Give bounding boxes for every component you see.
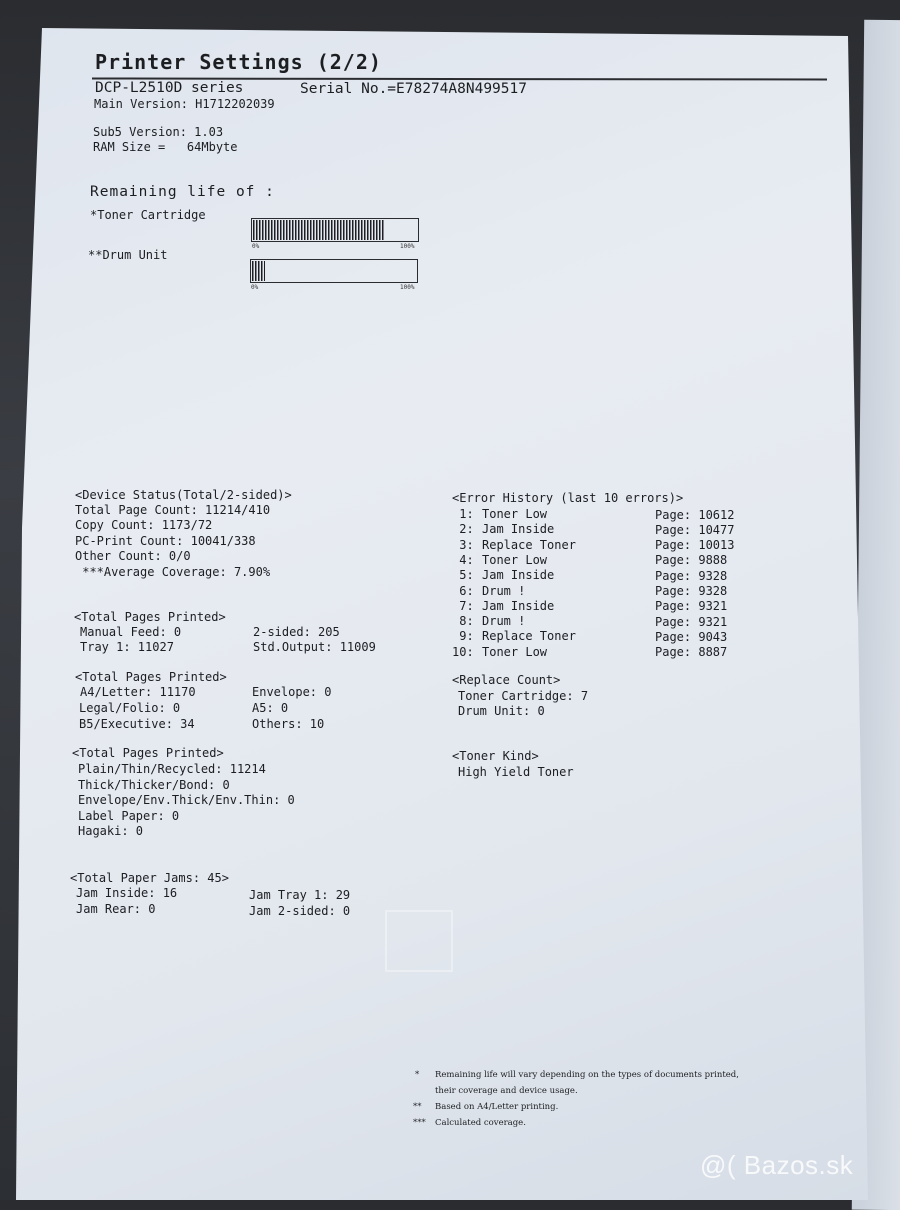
media-line: Thick/Thicker/Bond: 0 xyxy=(78,778,230,792)
error-type: Jam Inside xyxy=(482,568,555,583)
drum-scale-max: 100% xyxy=(400,284,415,291)
pages-size-heading: <Total Pages Printed> xyxy=(75,670,227,684)
error-number: 1: xyxy=(452,507,474,521)
error-number: 6: xyxy=(452,583,474,598)
sub5-version: Sub5 Version: 1.03 xyxy=(93,125,224,139)
error-page: Page: 10013 xyxy=(655,538,735,553)
device-status-line: PC-Print Count: 10041/338 xyxy=(75,534,256,548)
serial-number: Serial No.=E78274A8N499517 xyxy=(300,81,527,97)
device-status-line: Copy Count: 1173/72 xyxy=(75,518,213,532)
error-number: 5: xyxy=(452,568,474,583)
toner-life-fill xyxy=(253,220,384,240)
remaining-life-heading: Remaining life of : xyxy=(90,184,275,200)
toner-scale-max: 100% xyxy=(400,243,415,250)
error-number: 3: xyxy=(452,537,474,552)
media-line: Plain/Thin/Recycled: 11214 xyxy=(78,762,266,776)
error-number: 9: xyxy=(452,629,474,644)
error-number: 4: xyxy=(452,552,474,567)
toner-scale-min: 0% xyxy=(252,243,260,250)
error-type: Drum ! xyxy=(482,614,526,629)
footnote-mark: *** xyxy=(413,1118,426,1128)
ram-size: RAM Size = 64Mbyte xyxy=(93,140,238,154)
error-page: Page: 9328 xyxy=(655,584,728,598)
toner-life-bar xyxy=(251,218,419,242)
error-number: 8: xyxy=(452,614,474,629)
two-sided: 2-sided: 205 xyxy=(253,625,340,639)
jam-rear: Jam Rear: 0 xyxy=(76,902,156,916)
jam-2-sided: Jam 2-sided: 0 xyxy=(249,904,351,918)
footnote-mark: ** xyxy=(413,1102,422,1112)
footnote-text: their coverage and device usage. xyxy=(435,1086,578,1096)
device-status-line: Other Count: 0/0 xyxy=(75,549,191,563)
replace-count-heading: <Replace Count> xyxy=(452,673,561,687)
model-name: DCP-L2510D series xyxy=(95,80,244,96)
error-page: Page: 8887 xyxy=(655,645,728,660)
footnote-text: Remaining life will vary depending on the types of documents printed, xyxy=(435,1070,739,1080)
footnote-mark: * xyxy=(415,1070,420,1080)
error-number: 10: xyxy=(452,644,474,659)
error-number: 7: xyxy=(452,598,474,613)
error-page: Page: 9321 xyxy=(655,599,728,614)
error-type: Jam Inside xyxy=(482,522,555,537)
toner-replace-count: Toner Cartridge: 7 xyxy=(458,689,589,703)
error-type: Replace Toner xyxy=(482,629,576,644)
jam-tray-1: Jam Tray 1: 29 xyxy=(249,888,351,902)
a4-letter: A4/Letter: 11170 xyxy=(80,685,196,699)
error-page: Page: 10477 xyxy=(655,522,735,537)
error-page: Page: 10612 xyxy=(655,507,735,522)
error-page: Page: 9321 xyxy=(655,614,728,629)
pages-media-heading: <Total Pages Printed> xyxy=(72,746,224,760)
drum-replace-count: Drum Unit: 0 xyxy=(458,704,545,718)
media-line: Envelope/Env.Thick/Env.Thin: 0 xyxy=(78,793,295,807)
drum-label: **Drum Unit xyxy=(88,248,168,262)
jam-inside: Jam Inside: 16 xyxy=(76,886,178,900)
envelope: Envelope: 0 xyxy=(252,685,332,699)
error-history-heading: <Error History (last 10 errors)> xyxy=(452,491,684,505)
footnote-text: Based on A4/Letter printing. xyxy=(435,1102,559,1112)
page-title: Printer Settings (2/2) xyxy=(95,50,382,74)
error-type: Toner Low xyxy=(482,552,548,567)
media-line: Label Paper: 0 xyxy=(78,809,180,823)
error-type: Replace Toner xyxy=(482,537,576,552)
error-type: Jam Inside xyxy=(482,598,555,613)
device-status-heading: <Device Status(Total/2-sided)> xyxy=(75,488,292,502)
manual-feed: Manual Feed: 0 xyxy=(80,625,182,639)
paper-jams-heading: <Total Paper Jams: 45> xyxy=(70,871,229,885)
error-type: Toner Low xyxy=(482,507,548,521)
error-page: Page: 9043 xyxy=(655,629,728,644)
error-type: Drum ! xyxy=(482,583,526,598)
error-type: Toner Low xyxy=(482,644,548,659)
toner-label: *Toner Cartridge xyxy=(90,208,206,222)
media-line: Hagaki: 0 xyxy=(78,824,144,838)
a5: A5: 0 xyxy=(252,701,289,715)
drum-scale-min: 0% xyxy=(251,284,259,291)
toner-kind-heading: <Toner Kind> xyxy=(452,749,539,763)
std-output: Std.Output: 11009 xyxy=(253,640,376,654)
tray-1: Tray 1: 11027 xyxy=(80,640,174,654)
drum-life-bar xyxy=(250,259,418,283)
toner-kind-value: High Yield Toner xyxy=(458,765,574,779)
b5-executive: B5/Executive: 34 xyxy=(79,717,195,731)
drum-life-fill xyxy=(252,261,265,281)
footnote-text: Calculated coverage. xyxy=(435,1118,526,1128)
error-number: 2: xyxy=(452,522,474,537)
legal-folio: Legal/Folio: 0 xyxy=(79,701,181,715)
bazos-watermark: @( Bazos.sk xyxy=(700,1150,854,1180)
average-coverage: ***Average Coverage: 7.90% xyxy=(75,565,271,579)
device-status-line: Total Page Count: 11214/410 xyxy=(75,503,271,517)
main-version: Main Version: H1712202039 xyxy=(94,97,275,111)
pages-source-heading: <Total Pages Printed> xyxy=(74,610,226,624)
others: Others: 10 xyxy=(252,717,325,731)
error-page: Page: 9888 xyxy=(655,553,728,568)
error-page: Page: 9328 xyxy=(655,568,728,583)
faint-stamp-mark xyxy=(385,910,453,972)
